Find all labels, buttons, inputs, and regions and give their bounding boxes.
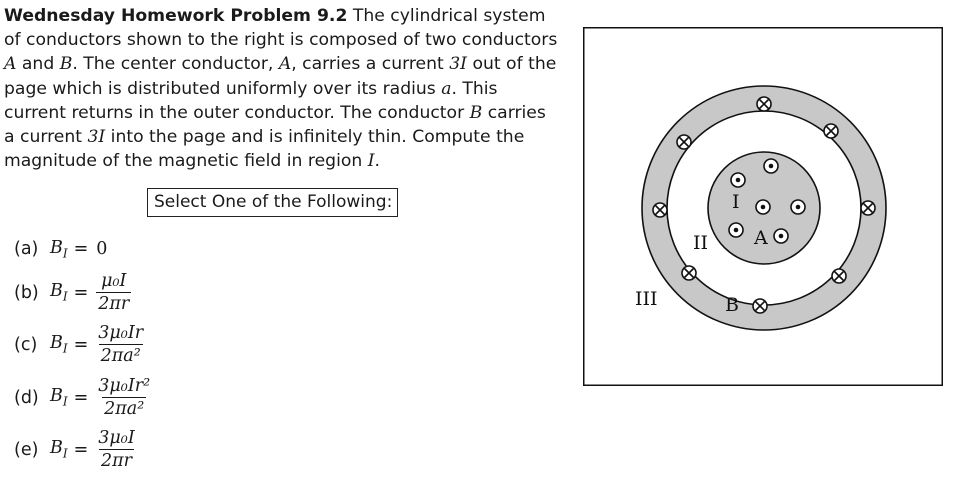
choice-fraction xyxy=(96,271,131,314)
conductor-diagram xyxy=(583,27,943,387)
equals-sign: = xyxy=(73,239,89,260)
fraction-numerator: μ₀I xyxy=(101,271,127,291)
problem-text-1: The cylindrical system of conductors shown to the right is composed of two conductors xyxy=(4,6,558,51)
problem-text-9: . xyxy=(374,151,380,172)
out-of-page-icon xyxy=(729,223,743,237)
var-region: I xyxy=(367,151,375,172)
into-page-icon xyxy=(832,269,846,283)
region-two-label: II xyxy=(693,232,709,254)
problem-text-2: and xyxy=(21,54,55,75)
problem-title: Wednesday Homework Problem 9.2 xyxy=(4,6,348,26)
choice-lhs: $B_I$ xyxy=(50,333,68,356)
into-page-icon xyxy=(682,266,696,280)
problem-text-8: into the page and is infinitely thin. Compute the magnitude of the magnetic field in region xyxy=(4,127,525,172)
fraction-denominator: 2πa² xyxy=(104,399,145,419)
conductor-b-label: B xyxy=(725,294,739,316)
out-of-page-icon xyxy=(756,200,770,214)
choice-label: (e) xyxy=(14,439,39,460)
var-B-2: B xyxy=(469,102,483,123)
equals-sign: = xyxy=(73,334,89,355)
problem-text-4: , carries a current xyxy=(291,54,444,75)
current-1: 3I xyxy=(449,54,467,75)
into-page-icon xyxy=(824,124,838,138)
choice-d[interactable] xyxy=(14,376,152,419)
choice-label: (d) xyxy=(14,387,39,408)
choice-lhs: $B_I$ xyxy=(50,386,68,409)
choice-fraction xyxy=(96,428,136,471)
choice-lhs: $B_I$ xyxy=(50,438,68,461)
into-page-icon xyxy=(677,135,691,149)
choice-fraction xyxy=(96,323,145,366)
choice-fraction xyxy=(96,376,152,419)
var-B: B xyxy=(59,54,73,75)
select-one-label: Select One of the Following: xyxy=(147,188,398,217)
into-page-icon xyxy=(861,201,875,215)
choice-label: (c) xyxy=(14,334,38,355)
choice-lhs: $B_I$ xyxy=(50,238,68,261)
fraction-denominator: 2πr xyxy=(98,294,130,314)
var-a: a xyxy=(441,78,452,99)
var-A: A xyxy=(4,54,17,75)
equals-sign: = xyxy=(73,439,89,460)
equals-sign: = xyxy=(73,282,89,303)
problem-text-7: carries a current xyxy=(4,102,546,148)
choice-c[interactable] xyxy=(14,323,145,366)
choice-b[interactable] xyxy=(14,271,131,314)
var-A-2: A xyxy=(278,54,292,75)
out-of-page-icon xyxy=(731,173,745,187)
choice-value: 0 xyxy=(96,239,108,260)
fraction-numerator: 3μ₀Ir xyxy=(98,323,144,343)
region-three-label: III xyxy=(635,288,658,310)
fraction-numerator: 3μ₀Ir² xyxy=(98,376,151,396)
into-page-icon xyxy=(753,299,767,313)
conductor-a-label: A xyxy=(754,227,768,249)
fraction-denominator: 2πa² xyxy=(100,346,141,366)
fraction-numerator: 3μ₀I xyxy=(98,428,135,448)
out-of-page-icon xyxy=(791,200,805,214)
current-2: 3I xyxy=(87,127,106,148)
out-of-page-icon xyxy=(774,229,788,243)
choice-e[interactable] xyxy=(14,428,137,471)
equals-sign: = xyxy=(73,387,89,408)
choice-lhs: $B_I$ xyxy=(50,281,68,304)
choice-label: (a) xyxy=(14,239,39,260)
into-page-icon xyxy=(757,97,771,111)
region-one-label: I xyxy=(732,191,740,213)
problem-text-5: out of the page which is distributed uniformly over its radius xyxy=(4,54,557,99)
choice-label: (b) xyxy=(14,282,39,303)
into-page-icon xyxy=(653,203,667,217)
fraction-denominator: 2πr xyxy=(101,451,133,471)
problem-text-6: . This current returns in the outer conductor. The conductor xyxy=(4,78,498,123)
problem-text-3: . The center conductor, xyxy=(72,54,274,75)
problem-statement xyxy=(4,4,560,173)
out-of-page-icon xyxy=(764,159,778,173)
choice-a[interactable] xyxy=(14,238,107,261)
